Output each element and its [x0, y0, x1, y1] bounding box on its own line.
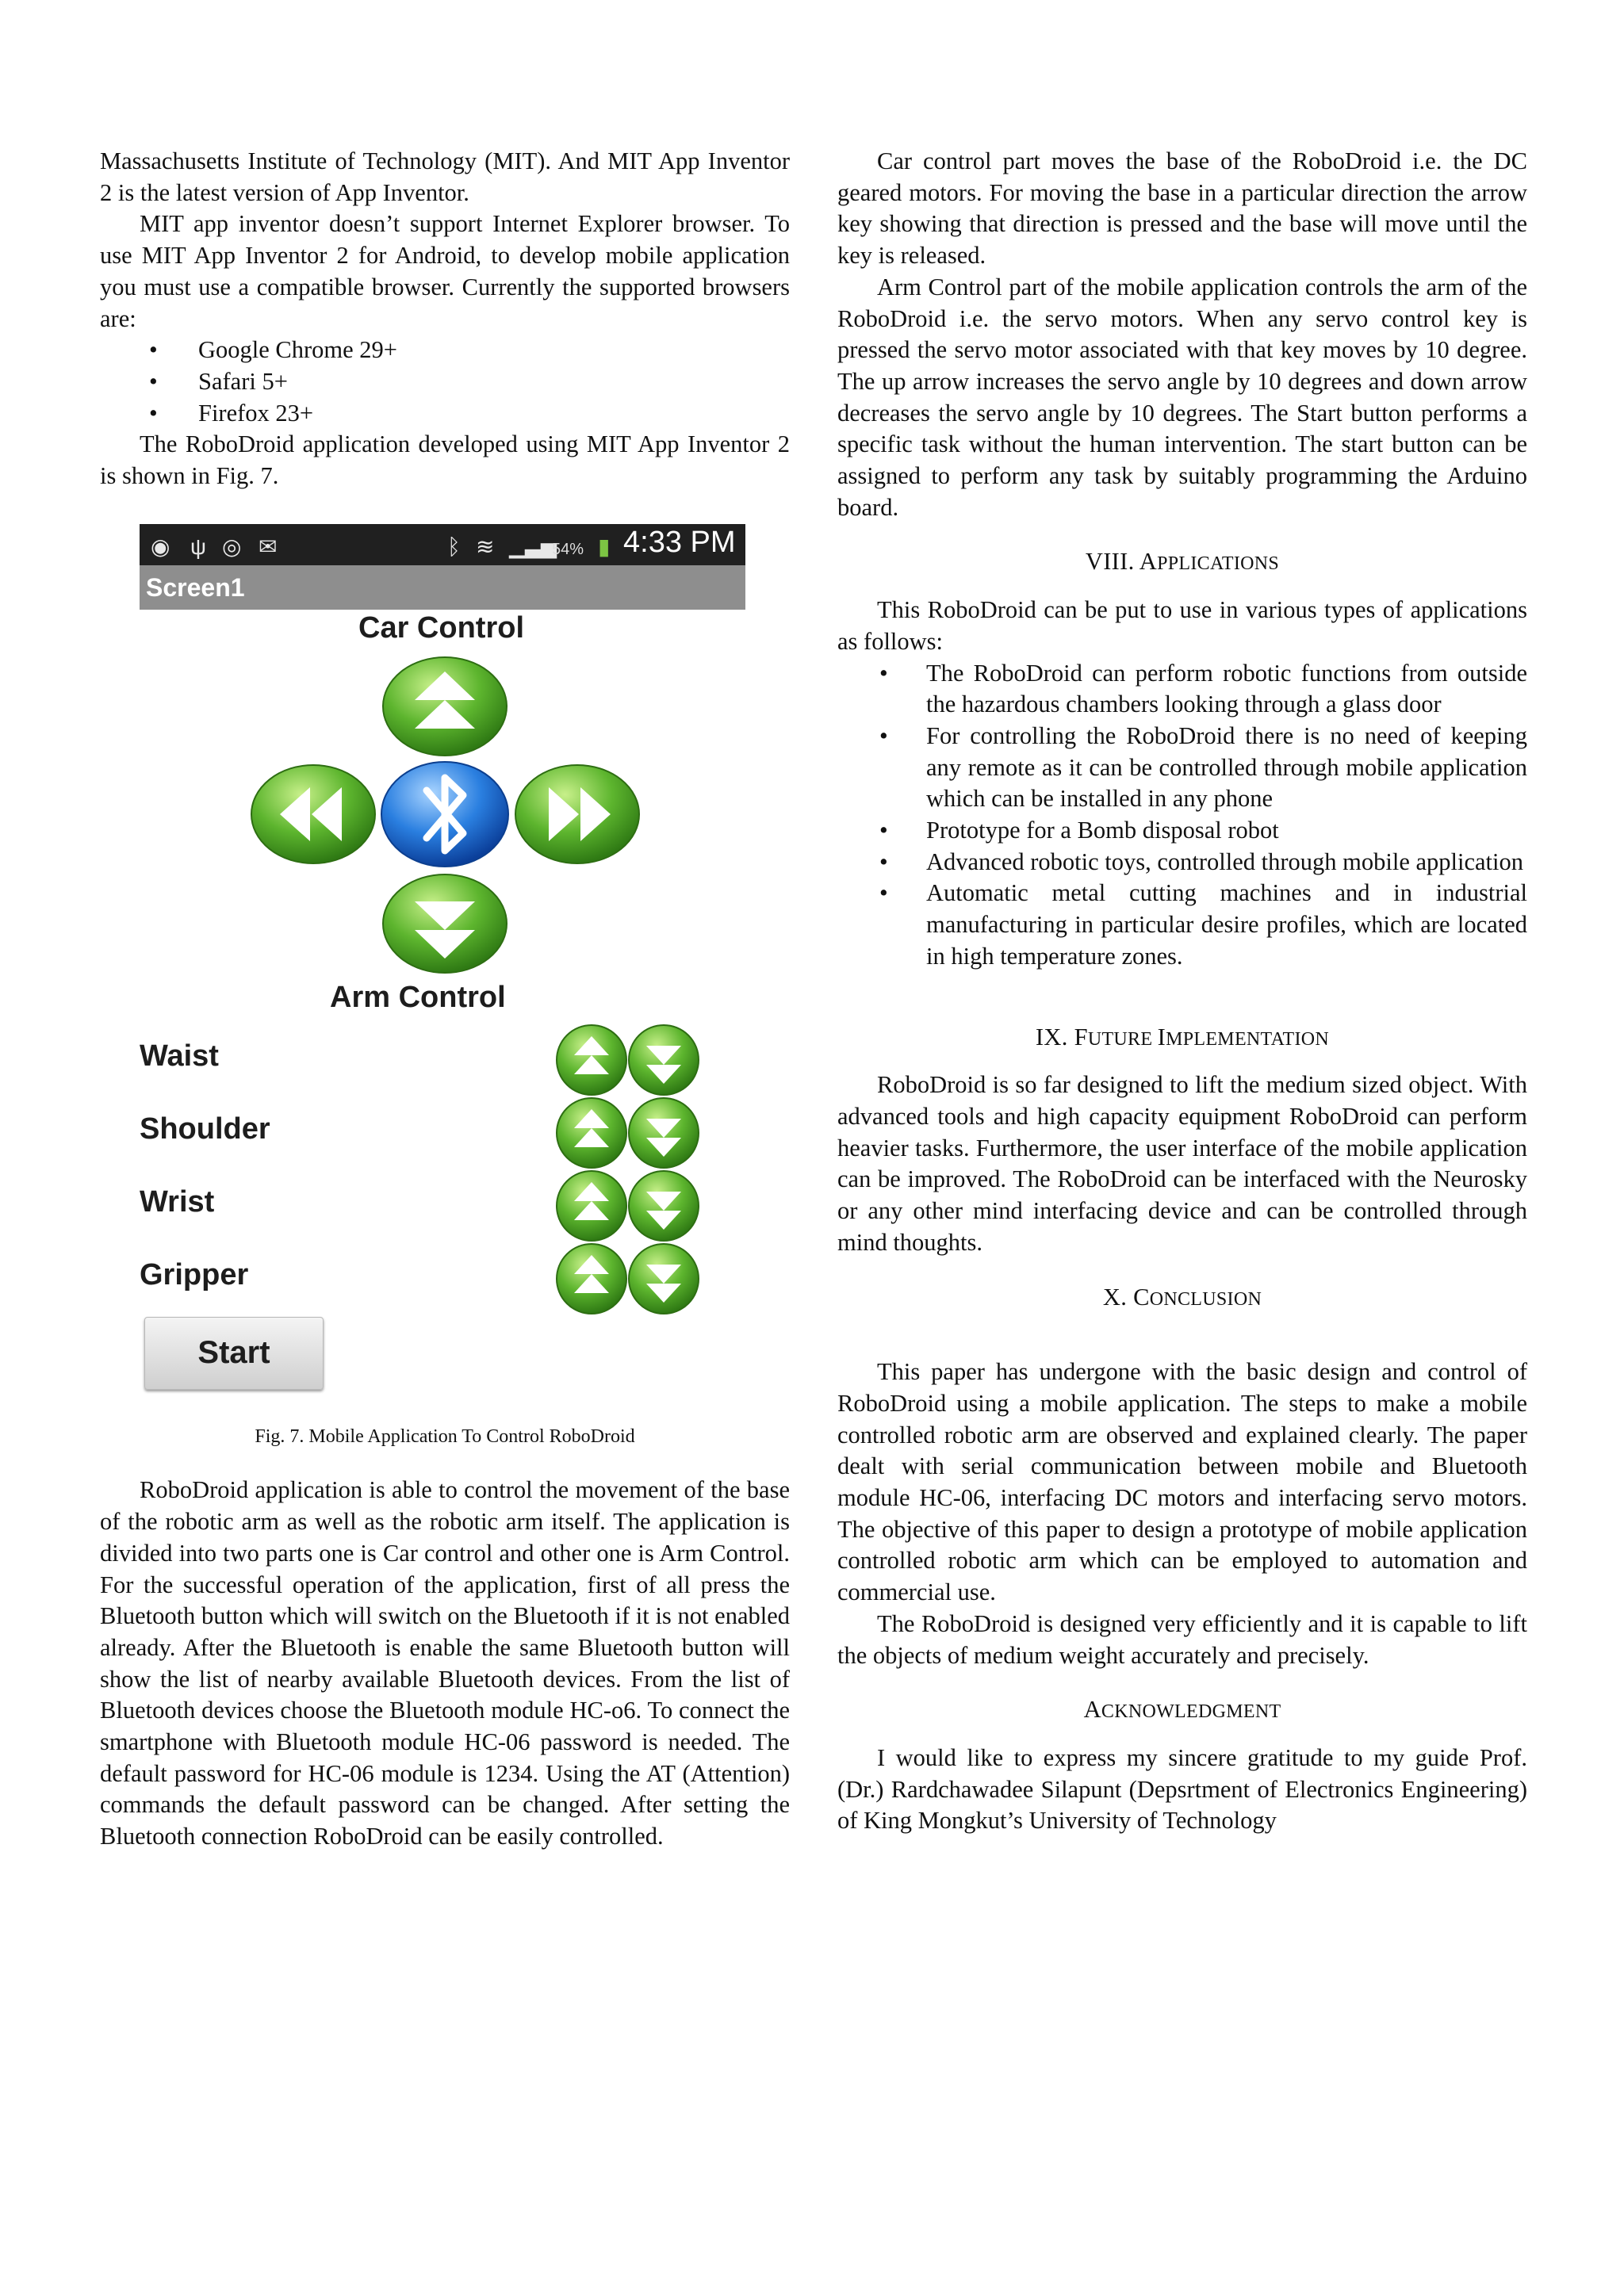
list-item — [100, 366, 790, 398]
arm-control-heading: Arm Control — [330, 980, 506, 1014]
paragraph: Arm Control part of the mobile application controls the arm of the RoboDroid i.e. the servo motors. When any servo control key is pressed the servo motor associated with that key moves by 10 degree. The up arrow increases the servo angle by 10 degrees and down arrow decreases the servo angle by 10 degrees. The Start button performs a specific task without the human intervention. The start button can be assigned to perform any task by suitably programming the Arduino board. — [837, 273, 1527, 521]
paragraph: RoboDroid is so far designed to lift the medium sized object. With advanced tools and high capacity equipment RoboDroid can perform heavier tasks. Furthermore, the user interface of the mobile application can be improved. The RoboDroid can be interfaced with the Neurosky or any other mind interfacing device and can be controlled through mind thoughts. — [837, 1071, 1527, 1256]
joint-label-wrist: Wrist — [140, 1184, 215, 1219]
gripper-up-button[interactable] — [557, 1244, 626, 1314]
wrist-down-button[interactable] — [629, 1171, 699, 1241]
list-item-text: Prototype for a Bomb disposal robot — [926, 817, 1279, 844]
car-right-button[interactable] — [515, 765, 639, 863]
paragraph: This RoboDroid can be put to use in various types of applications as follows: — [837, 596, 1527, 655]
list-item — [837, 815, 1527, 847]
browser-list — [100, 335, 790, 429]
list-item-text: Advanced robotic toys, controlled through mobile application — [926, 848, 1523, 875]
paragraph: MIT app inventor doesn’t support Internet Explorer browser. To use MIT App Inventor 2 for Android, to develop mobile application you must use a compatible browser. Currently the supported browsers are: — [100, 210, 790, 332]
waist-down-button[interactable] — [629, 1025, 699, 1095]
section-heading-conclusion: X. CONCLUSION — [1102, 1283, 1262, 1311]
whatsapp-icon: ◎ — [222, 534, 242, 559]
bullet: • — [879, 817, 888, 844]
joint-label-waist: Waist — [140, 1039, 219, 1073]
start-button[interactable]: Start — [144, 1317, 324, 1390]
list-item — [837, 658, 1527, 721]
paragraph: The RoboDroid application developed using MIT App Inventor 2 is shown in Fig. 7. — [100, 430, 790, 490]
bullet: • — [879, 848, 888, 875]
bullet: • — [149, 367, 158, 395]
usb-icon: ψ — [190, 534, 206, 559]
joint-label-shoulder: Shoulder — [140, 1112, 270, 1146]
bullet: • — [879, 721, 888, 749]
paragraph: I would like to express my sincere gratitude to my guide Prof. (Dr.) Rardchawadee Silapunt (Depsrtment of Electronics Engineering) of King Mongkut’s University of Technology — [837, 1743, 1527, 1835]
list-item-text: For controlling the RoboDroid there is no need of keeping any remote as it can be controlled through mobile application which can be installed in any phone — [926, 721, 1527, 813]
paragraph: This paper has undergone with the basic design and control of RoboDroid using a mobile application. The steps to make a mobile controlled robotic arm are observed and explained clearly. The paper dealt with serial communication between mobile and Bluetooth module HC-06, interfacing DC motors and interfacing servo motors. The objective of this paper to design a prototype of mobile application controlled robotic arm which can be employed to automation and commercial use. — [837, 1358, 1527, 1606]
list-item-text: Firefox 23+ — [198, 399, 314, 427]
gripper-down-button[interactable] — [629, 1244, 699, 1314]
app-screenshot-figure — [140, 524, 745, 1388]
list-item — [837, 878, 1527, 972]
bluetooth-button[interactable] — [381, 762, 508, 867]
car-control-heading: Car Control — [358, 610, 524, 645]
signal-icon: ▁▃▅ — [509, 534, 557, 558]
shoulder-down-button[interactable] — [629, 1098, 699, 1168]
battery-level: 54% — [552, 540, 584, 558]
car-left-button[interactable] — [251, 765, 375, 863]
paragraph: The RoboDroid is designed very efficiently and it is capable to lift the objects of medium weight accurately and precisely. — [837, 1609, 1527, 1669]
mail-icon: ✉ — [259, 534, 278, 559]
list-item — [100, 398, 790, 430]
screen-title: Screen1 — [140, 565, 745, 610]
waist-up-button[interactable] — [557, 1025, 626, 1095]
paragraph: Car control part moves the base of the RoboDroid i.e. the DC geared motors. For moving the base in a particular direction the arrow key showing that direction is pressed and the base will move until the key is released. — [837, 147, 1527, 270]
left-column — [100, 146, 790, 1853]
list-item — [837, 721, 1527, 815]
list-item-text: The RoboDroid can perform robotic functions from outside the hazardous chambers looking through a glass door — [926, 659, 1527, 718]
section-heading-applications: VIII. APPLICATIONS — [1085, 548, 1280, 576]
list-item-text: Safari 5+ — [198, 367, 288, 395]
bullet: • — [149, 399, 158, 427]
bullet: • — [149, 336, 158, 364]
battery-charging-icon: ▮ — [598, 534, 611, 559]
wifi-icon: ≋ — [476, 534, 495, 559]
car-down-button[interactable] — [383, 874, 507, 973]
list-item-text: Automatic metal cutting machines and in industrial manufacturing in particular desire profiles, which are located in high temperature zones. — [926, 879, 1527, 970]
list-item — [100, 335, 790, 366]
paragraph: RoboDroid application is able to control the movement of the base of the robotic arm as well as the robotic arm itself. The application is divided into two parts one is Car control and other one is Arm Control. For the successful operation of the application, first of all press the Bluetooth button which will switch on the Bluetooth if it is not enabled already. After the Bluetooth is enable the same Bluetooth button will show the list of nearby available Bluetooth devices. From the list of Bluetooth devices choose the Bluetooth module HC-o6. To connect the smartphone with Bluetooth module HC-06 password is needed. The default password for HC-06 module is 1234. Using the AT (Attention) commands the default password can be changed. After setting the Bluetooth connection RoboDroid can be easily controlled. — [100, 1476, 790, 1850]
shoulder-up-button[interactable] — [557, 1098, 626, 1168]
right-column — [837, 146, 1527, 1837]
list-item-text: Google Chrome 29+ — [198, 336, 397, 364]
status-time: 4:33 PM — [623, 525, 736, 559]
list-item — [837, 847, 1527, 878]
bullet: • — [879, 659, 888, 687]
joint-label-gripper: Gripper — [140, 1257, 249, 1292]
messenger-icon: ◉ — [151, 534, 170, 559]
bluetooth-icon: ᛒ — [447, 534, 461, 559]
wrist-up-button[interactable] — [557, 1171, 626, 1241]
car-up-button[interactable] — [383, 657, 507, 756]
section-heading-acknowledgment: ACKNOWLEDGMENT — [1083, 1696, 1281, 1724]
bullet: • — [879, 879, 888, 907]
figure-caption: Fig. 7. Mobile Application To Control RoboDroid — [255, 1425, 635, 1447]
section-heading-future-implementation: IX. FUTURE IMPLEMENTATION — [1035, 1023, 1330, 1050]
paragraph: Massachusetts Institute of Technology (MIT). And MIT App Inventor 2 is the latest version of App Inventor. — [100, 147, 790, 206]
applications-list — [837, 658, 1527, 973]
